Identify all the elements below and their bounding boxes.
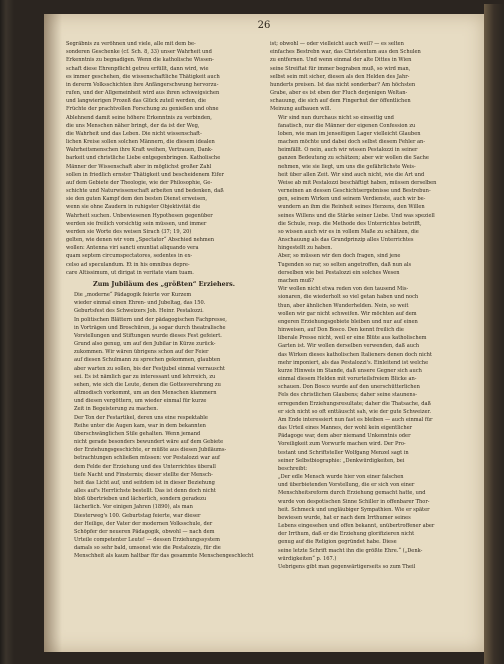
text-line: thun, aber ähnlichen Wunderhelden. Nein, so weit [278,302,409,309]
text-line: Segräbnis zu veröhnen und viele, alle mit dem be- [66,41,196,47]
right-paragraph-2 [270,114,466,253]
text-line: Wahrheitsmenschen ihre Kraft weihen, Vertrauen, Dank- [66,147,213,154]
text-line: loben, wie man im jenseitigen Lager vielleicht Glauben [278,130,421,137]
text-line: care Altissimum, ut dirigat in veritate viam tuam. [66,269,194,276]
text-line: Tugenden so rar, so selten angetroffen, daß nun als [278,261,412,268]
text-line: schichte und Naturwissenschaft arbeiten und bedenken, daß [66,188,224,195]
text-line: wollen wir gar nicht schweifen. Wir möchten auf dem [278,310,417,317]
text-line: einmal diesem Helden mit vorurteilsfreiem Blicke an- [278,376,417,383]
text-line: sollen in friedlich ernster Thätigkeit und bescheidenem Eifer [66,171,224,178]
left-column [66,40,262,561]
page-number: 26 [257,20,271,31]
text-line: das Urteil eines Mannes, der wohl kein eigentlicher [278,425,413,432]
text-line: schauung, die sich auf dem Fingerhut der öffentlichen [270,98,411,105]
text-line: machen muß? [278,277,315,284]
text-line: liberale Presse nicht, weil er eine Blüte aus katholischem [278,335,427,342]
text-line: Reihe unter die Augen kam, war in dem bekannten [74,422,206,429]
text-line: es immer geschehen, die wissenschaftliche Thätigkeit auch [66,73,220,80]
text-line: fanatisch, nur die Männer der eigenen Confession zu [278,122,416,129]
text-line: mehr imponiert, als das Pestalozzi's. Einleitend ist welche [278,359,429,366]
text-line: gelten, wie denen wir vom „Spectator“ Abschied nehmen [66,237,215,244]
text-line: sonderen Geschenke (cf. Sch. 8, 33) unser Wahrheit und [66,49,212,56]
text-line: ganzen Bedeutung zu schätzen; aber wir wollen die Sache [278,155,429,162]
text-line: Vorstellungen und Stiftungen wurde dieses Fest gefeiert. [74,332,222,339]
text-line: derselben wie bei Pestalozzi ein solches Wesen [278,269,400,276]
text-line: das Wirken dieses katholischen Italieners denen doch nicht [278,351,432,358]
text-line: nehmen, wie sie liegt, um uns die gefährlichste Weis- [278,163,416,170]
text-line: Menschheitsreform durch Erziehung gemacht hatte, und [278,490,426,497]
text-line: „Der edle Mensch wurde hier von einer falschen [278,474,404,481]
text-line: selbst sein mit sicher, diesen als den Helden des Jahr- [270,73,410,80]
text-line: seine letzte Schrift macht ihn die größte Ehre.“ („Denk- [278,547,423,554]
text-line: wieder einmal einen Ehren- und Jubeltag, das 150. [74,300,206,307]
text-line: altmodisch vorkommt, um an den Menschen klammern [74,390,217,397]
text-line: genug auf die Religion gegründet habe. Diese [278,539,397,546]
text-line: seine Streiftat für immer begraben muß, so wird man, [270,65,411,72]
left-paragraph-2 [66,291,262,414]
text-line: bloß übertrieben und lächerlich, sondern geradezu [74,496,207,503]
text-line: Pädagoge war, dem aber niemand Unkenntnis oder [278,433,411,440]
text-line: seiner Selbstbiographie: „Denkwürdigkeiten, bei [278,457,405,464]
text-line: in Vorträgen und Broschüren, ja sogar durch theatralische [74,324,226,331]
text-line: quam septem circumspectatores, sedentes in ex- [66,253,193,260]
page-gutter-shadow [44,14,62,652]
text-line: hingestellt zu haben. [278,245,333,252]
text-line: machen möchte und dabei doch selbst diesem Fehler an- [278,139,426,146]
text-line: hinweisen, auf Don Bosco. Den kennt freilich die [278,327,404,334]
text-line: in dererm Volksschichten ihre Anfängerschwung hervorzu- [66,81,219,88]
text-line: rufen, und der Allgemeinheit wird aus ihren schweigsichen [66,90,220,97]
text-line: Früchte der prachtvollen Forschung zu genießen und ohne [66,106,219,113]
text-line: Geburtsfest des Schweizers Joh. Heinr. Pestalozzi. [74,308,204,315]
text-line: In politischen Blättern und der pädagogischen Fachpresse, [74,316,227,323]
text-line: heit. Schmeck und ungläubiger Sympathien. Wie er später [278,506,430,513]
text-line: zukommen. Wir wären übrigens schon auf der Feier [74,349,209,356]
text-line: Grabe, aber es ist eben der Fluch derjenigen Weltan- [270,90,408,97]
right-paragraph-3 [270,252,466,285]
book-page-edge [484,4,504,664]
text-line: Grund also genug, um auf den Jubilar in Kürze zurück- [74,341,216,348]
text-line: Garten ist. Wir wollen derselben verwenden, daß auch [278,343,420,350]
text-line: Voreiligkeit zum Vorwurfe machen wird. Der Pro- [278,441,406,448]
text-line: dem Felde der Erziehung und des Unterrichtes überall [74,463,216,470]
text-line: einfaches Bestrebn war, das Christentum aus den Schulen [270,49,421,56]
text-line: der Erziehungsgeschichte, er müßte aus diesen Jubiläums- [74,447,227,454]
text-line: aber warten zu sollen, bis der Festjubel einmal verrauscht [74,365,225,372]
text-line: die Schule, resp. die Methode des Unterrichtes betrifft, [278,220,422,227]
text-line: und langwierigen Prozeß das Glück zuteil werden, die [66,98,207,105]
text-line: und diesen vergöttern, um wieder einmal für kurze [74,398,207,405]
right-paragraph-6 [270,563,466,571]
text-line: engeren Erziehungsgebiete bleiben und nur auf einen [278,318,418,325]
text-line: celso ad speculandum. Et in his omnibus depre- [66,261,190,268]
text-line: er sich nicht so oft enttäuscht sah, wie der gute Schweizer. [278,408,431,415]
text-line: gen, seinem Wirken und seinem Verdienste, auch wir be- [278,196,426,203]
text-line: damals so sehr bald, umsonst wie die Pestalozzis, für die [74,545,221,552]
text-line: und überbietenden Vorstellung, die er sich von einer [278,482,415,489]
text-line: Aber, so müssen wir den doch fragen, sind jene [278,253,401,260]
text-line: sehen, wie sich die Leute, denen die Gottesverehrung zu [74,381,221,388]
text-line: Menschheit als kaum haltbar für das gesammte Menschengeschlecht [74,553,254,560]
text-line: Fels des christlichen Glaubens; daher seine staunens- [278,392,418,399]
text-line: wurde von despotischen Sinne Schiller in offenbarer Thor- [278,498,430,505]
book-page [44,14,484,652]
text-line: Anschauung als das Grundprinzip alles Unterrichtes [278,237,414,244]
text-line: Erkenntnis zu begnadigen. Wenn die katholische Wissen- [66,57,214,64]
text-line: auf diesen Schulmann zu sprechen gekommen, glaubten [74,357,221,364]
text-line: Wir wollen nicht etwa reden von den tausend Mis- [278,286,409,293]
text-line: beschreibt: [278,465,308,472]
text-line: wundern an ihm die Reinheit seines Herzens, den Willen [278,204,425,211]
text-line: der Heilige, der Vater der modernen Volksschule, der [74,520,213,527]
text-line: heit das Licht auf, und seitdem ist in dieser Beziehung [74,479,215,486]
text-line: kurze Hinweis im Stande, daß unsere Gegner sich auch [278,367,422,374]
text-line: Wir sind nun durchaus nicht so einseitig und [278,114,394,121]
text-line: betrachtungen schließen müssen: vor Pestalozzi war auf [74,455,220,462]
text-line: hunderts preisen. Ist das nicht sonderbar? Am höchsten [270,81,416,88]
text-line: überschwänglichen Stile gehalten. Wenn jemand [74,430,201,437]
text-line: tiefe Nacht und Finsternis; dieser stellte der Mensch- [74,471,213,478]
left-paragraph-1 [66,40,262,277]
text-line: verneinen an dessen Geschichtsergebnisse und Bestrebun- [278,188,431,195]
text-line: schauen. Don Bosco wurde auf den unerschütterlichen [278,384,420,391]
text-line: lichen Kreise sollen solchen Männern, die diesem idealen [66,139,215,146]
text-line: Meinung aufbauen will. [270,106,332,113]
text-line: sei. Es ist nämlich gar zu interessant und lehrreich, zu [74,373,216,380]
right-paragraph-5 [270,473,466,563]
text-line: seines Willens und die Stärke seiner Liebe. Und was speziell [278,212,435,219]
text-line: alles auf's Herrlichste bestellt. Das ist denn doch nicht [74,488,216,495]
text-line: Diesterweg's 100. Geburtstag feierte, war dieser [74,512,201,519]
text-line: Die „moderne“ Pädagogik feierte vor Kurzem [74,291,192,298]
text-line: Wahrheit suchen. Unbewiesenen Hypothesen gegenüber [66,212,213,219]
text-line: wollen: Antenna viri sancti enuntiat aliquando vera [66,245,199,252]
text-line: Uebrigens gibt man gegenwärtigerseits so zum Theil [278,564,416,570]
text-line: Am Ende interessiert nun fast es bleiben — auch einmal für [278,416,433,423]
text-line: die Wahrheit und das Leben. Die nicht wissenschaft- [66,130,202,137]
text-line: Der Ton der Festartikel, deren uns eine respektable [74,414,208,421]
text-line: werden sie freilich vorsichtig sein müssen, und immer [66,220,207,227]
text-line: barkeit und christliche Liebe entgegenbringen. Katholische [66,155,221,162]
text-line: würdigkeiten“ p. 167.) [278,555,337,562]
text-line: schaft diese Ehrenpflicht getreu erfüllt, dann wird, wie [66,65,209,72]
text-line: heimfällt. O nein, auch wir wissen Pestalozzi in seiner [278,147,418,154]
text-line: so wissen auch wir es in vollem Maße zu schätzen, die [278,228,419,235]
left-paragraph-3 [66,414,262,561]
right-paragraph-1 [270,40,466,114]
text-line: erregenden Erziehungsresultate; daher die Thatsache, daß [278,400,431,407]
text-line: Zeit in Begeisterung zu machen. [74,406,159,413]
text-line: Männer der Wissenschaft aber in möglichst großer Zahl [66,163,212,170]
text-line: zu entfernen. Und wenn einmal der alte Dittes in Wien [270,57,412,64]
text-line: werden sie Worte des weisen Sirach (37; 19, 20) [66,228,192,235]
text-line: heit über allen Zeit. Wir sind auch nicht, wie die Art und [278,171,425,178]
text-line: auf dem Gebiete der Theologie, wie der Philosophie, Ge- [66,179,213,186]
text-line: Weise ab mit Pestalozzi beschäftigt haben, müssen derselben [278,179,437,186]
text-line: Urteile competenter Leute! — dessen Erziehungssystem [74,537,220,544]
text-line: sionaren, die wiederholt so viel getan haben und noch [278,294,419,301]
article-heading: Zum Jubiläum des „größten“ Erziehers. [93,279,235,288]
right-paragraph-4 [270,285,466,473]
text-line: die uns Menschen näher bringt, der da ist der Weg, [66,122,200,129]
text-line: wenn sie ohne Zaudern in ruhigster Objektivität die [66,204,201,211]
right-column [270,40,466,571]
text-line: lächerlich. Vor einigen Jahren (1890), als man [74,504,193,511]
text-line: testant und Schriftsteller Wolfgang Menzel sagt in [278,449,409,456]
text-line: Ablehnend damit seine höhere Erkenntnis zu verbinden, [66,114,212,121]
text-line: sie den guten Kampf dem den besten Dienst erweisen, [66,196,208,203]
text-line: der Irrthum, daß er die Erziehung glorifizieren nicht [278,531,415,538]
text-line: Lebens eingesehen und offen bekannt, unübertroffener aber [278,523,435,530]
text-line: ist; obwohl — oder vielleicht auch weil? — es selten [270,41,404,47]
text-line: bewiesen wurde, hat er nach dem Irrthumer seines [278,514,411,521]
text-line: nicht gerade besonders bewundert wäre auf dem Gebiete [74,439,224,446]
text-line: Schöpfer der neueren Pädagogik, obwohl — nach dem [74,528,215,535]
